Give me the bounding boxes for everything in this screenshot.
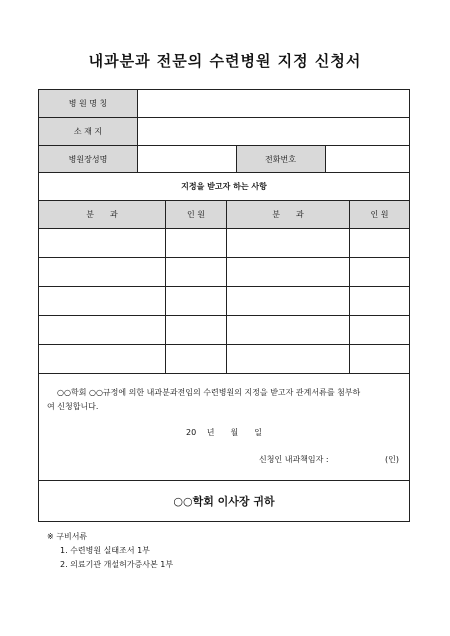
header-department-1: 분 과 (86, 210, 118, 219)
column-divider (325, 145, 326, 173)
row-divider (39, 257, 409, 258)
hospital-name-label: 병 원 명 칭 (68, 99, 108, 108)
seal-mark: (인) (385, 455, 399, 464)
hospital-head-label: 병원장성명 (68, 154, 108, 164)
date-line: 20 년 월 일 (186, 428, 262, 437)
location-label: 소 재 지 (73, 127, 103, 136)
header-department-2: 분 과 (272, 210, 304, 219)
attachment-item: 1. 수련병원 실태조서 1부 (60, 546, 150, 555)
row-divider (39, 373, 409, 374)
statement-line-1: ○○학회 ○○규정에 의한 내과분과전임의 수련병원의 지정을 받고자 관계서류를 첨부하 (57, 388, 361, 397)
row-divider (39, 286, 409, 287)
attachment-item: 2. 의료기관 개설허가증사본 1부 (60, 560, 174, 569)
attachments-title: ※ 구비서류 (47, 532, 88, 541)
addressee: ○○학회 이사장 귀하 (173, 495, 275, 508)
row-divider (39, 228, 409, 229)
header-headcount-2: 인 원 (370, 210, 389, 219)
phone-label: 전화번호 (265, 154, 296, 164)
section-title: 지정을 받고자 하는 사항 (181, 182, 267, 191)
header-headcount-1: 인 원 (187, 210, 205, 219)
document-title: 내과분과 전문의 수련병원 지정 신청서 (88, 52, 362, 70)
statement-line-2: 여 신청합니다. (47, 402, 99, 411)
applicant-label: 신청인 내과책임자 : (259, 455, 329, 464)
form-table (38, 89, 410, 522)
row-divider (39, 480, 409, 481)
row-divider (39, 315, 409, 316)
row-divider (39, 344, 409, 345)
column-divider (137, 90, 138, 173)
